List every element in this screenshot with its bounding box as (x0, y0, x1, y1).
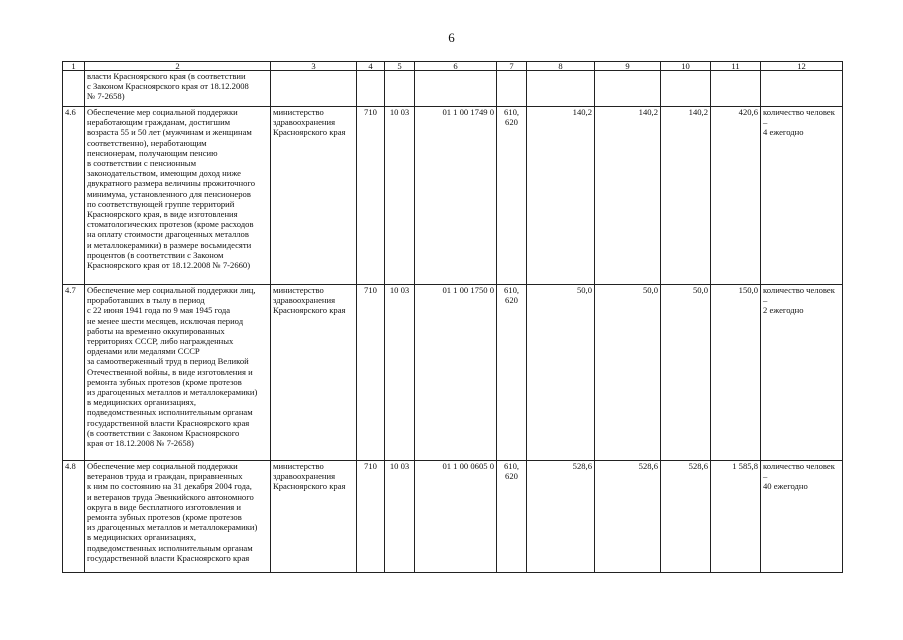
row-total: 420,6 (711, 107, 761, 285)
column-number: 7 (497, 62, 527, 71)
row-number: 4.6 (63, 107, 85, 285)
row-grbs: 710 (357, 107, 385, 285)
row-year1: 50,0 (527, 285, 595, 461)
row-result: количество человек – 2 ежегодно (761, 285, 843, 461)
column-number: 2 (85, 62, 271, 71)
table-row-continuation (63, 71, 843, 107)
row-rzpr: 10 03 (385, 461, 415, 573)
table-row (63, 285, 843, 461)
page-number: 6 (448, 30, 455, 45)
column-number: 12 (761, 62, 843, 71)
row-vr: 610, 620 (497, 285, 527, 461)
column-number: 9 (595, 62, 661, 71)
row-vr: 610, 620 (497, 461, 527, 573)
row-description: Обеспечение мер социальной поддержки лиц, проработавших в тылу в период с 22 июня 1941 года по 9 мая 1945 года не менее шести месяцев, исключая период работы на временно оккупированных территориях СССР, либо награжденных орденами или медалями СССР за самоотверженный труд в период Великой Отечественной войны, в виде изготовления и ремонта зубных протезов (кроме протезов из драгоценных металлов и металлокерамики) в медицинских организациях, подведомственных исполнительным органам государственной власти Красноярского края (в соответствии с Законом Красноярского края от 18.12.2008 № 7-2658) (85, 285, 271, 461)
row-result: количество человек – 4 ежегодно (761, 107, 843, 285)
row-grbs: 710 (357, 461, 385, 573)
row-year3: 140,2 (661, 107, 711, 285)
column-number: 11 (711, 62, 761, 71)
row-executor: министерство здравоохранения Красноярского края (271, 461, 357, 573)
row-grbs: 710 (357, 285, 385, 461)
row-number: 4.8 (63, 461, 85, 573)
column-number: 6 (415, 62, 497, 71)
row-result: количество человек – 40 ежегодно (761, 461, 843, 573)
row-year2: 50,0 (595, 285, 661, 461)
row-number: 4.7 (63, 285, 85, 461)
row-description: Обеспечение мер социальной поддержки неработающим гражданам, достигшим возраста 55 и 50 лет (мужчинам и женщинам соответственно), неработающим пенсионерам, получающим пенсию в соответствии с пенсионным законодательством, имеющим доход ниже двукратного размера величины прожиточного минимума, установленного для пенсионеров по соответствующей группе территорий Красноярского края, в виде изготовления стоматологических протезов (кроме расходов на оплату стоимости драгоценных металлов и металлокерамики) в размере восьмидесяти процентов (в соответствии с Законом Красноярского края от 18.12.2008 № 7-2660) (85, 107, 271, 285)
row-year2: 528,6 (595, 461, 661, 573)
column-number: 10 (661, 62, 711, 71)
program-table (62, 61, 843, 573)
column-number: 8 (527, 62, 595, 71)
row-csr: 01 1 00 1749 0 (415, 107, 497, 285)
column-number: 3 (271, 62, 357, 71)
row-description: власти Красноярского края (в соответствии с Законом Красноярского края от 18.12.2008 № 7-2658) (85, 71, 271, 107)
row-rzpr: 10 03 (385, 107, 415, 285)
column-number: 4 (357, 62, 385, 71)
row-csr: 01 1 00 1750 0 (415, 285, 497, 461)
column-number: 1 (63, 62, 85, 71)
row-year3: 528,6 (661, 461, 711, 573)
row-rzpr: 10 03 (385, 285, 415, 461)
row-executor: министерство здравоохранения Красноярского края (271, 107, 357, 285)
row-year1: 140,2 (527, 107, 595, 285)
column-number: 5 (385, 62, 415, 71)
row-csr: 01 1 00 0605 0 (415, 461, 497, 573)
column-numbers-row (63, 62, 843, 71)
table-row (63, 461, 843, 573)
row-vr: 610, 620 (497, 107, 527, 285)
row-year3: 50,0 (661, 285, 711, 461)
row-description: Обеспечение мер социальной поддержки ветеранов труда и граждан, приравненных к ним по состоянию на 31 декабря 2004 года, и ветеранов труда Эвенкийского автономного округа в виде бесплатного изготовления и ремонта зубных протезов (кроме протезов из драгоценных металлов и металлокерамики) в медицинских организациях, подведомственных исполнительным органам государственной власти Красноярского края (85, 461, 271, 573)
row-executor: министерство здравоохранения Красноярского края (271, 285, 357, 461)
row-year2: 140,2 (595, 107, 661, 285)
row-year1: 528,6 (527, 461, 595, 573)
table-row (63, 107, 843, 285)
row-total: 150,0 (711, 285, 761, 461)
row-number (63, 71, 85, 107)
row-total: 1 585,8 (711, 461, 761, 573)
